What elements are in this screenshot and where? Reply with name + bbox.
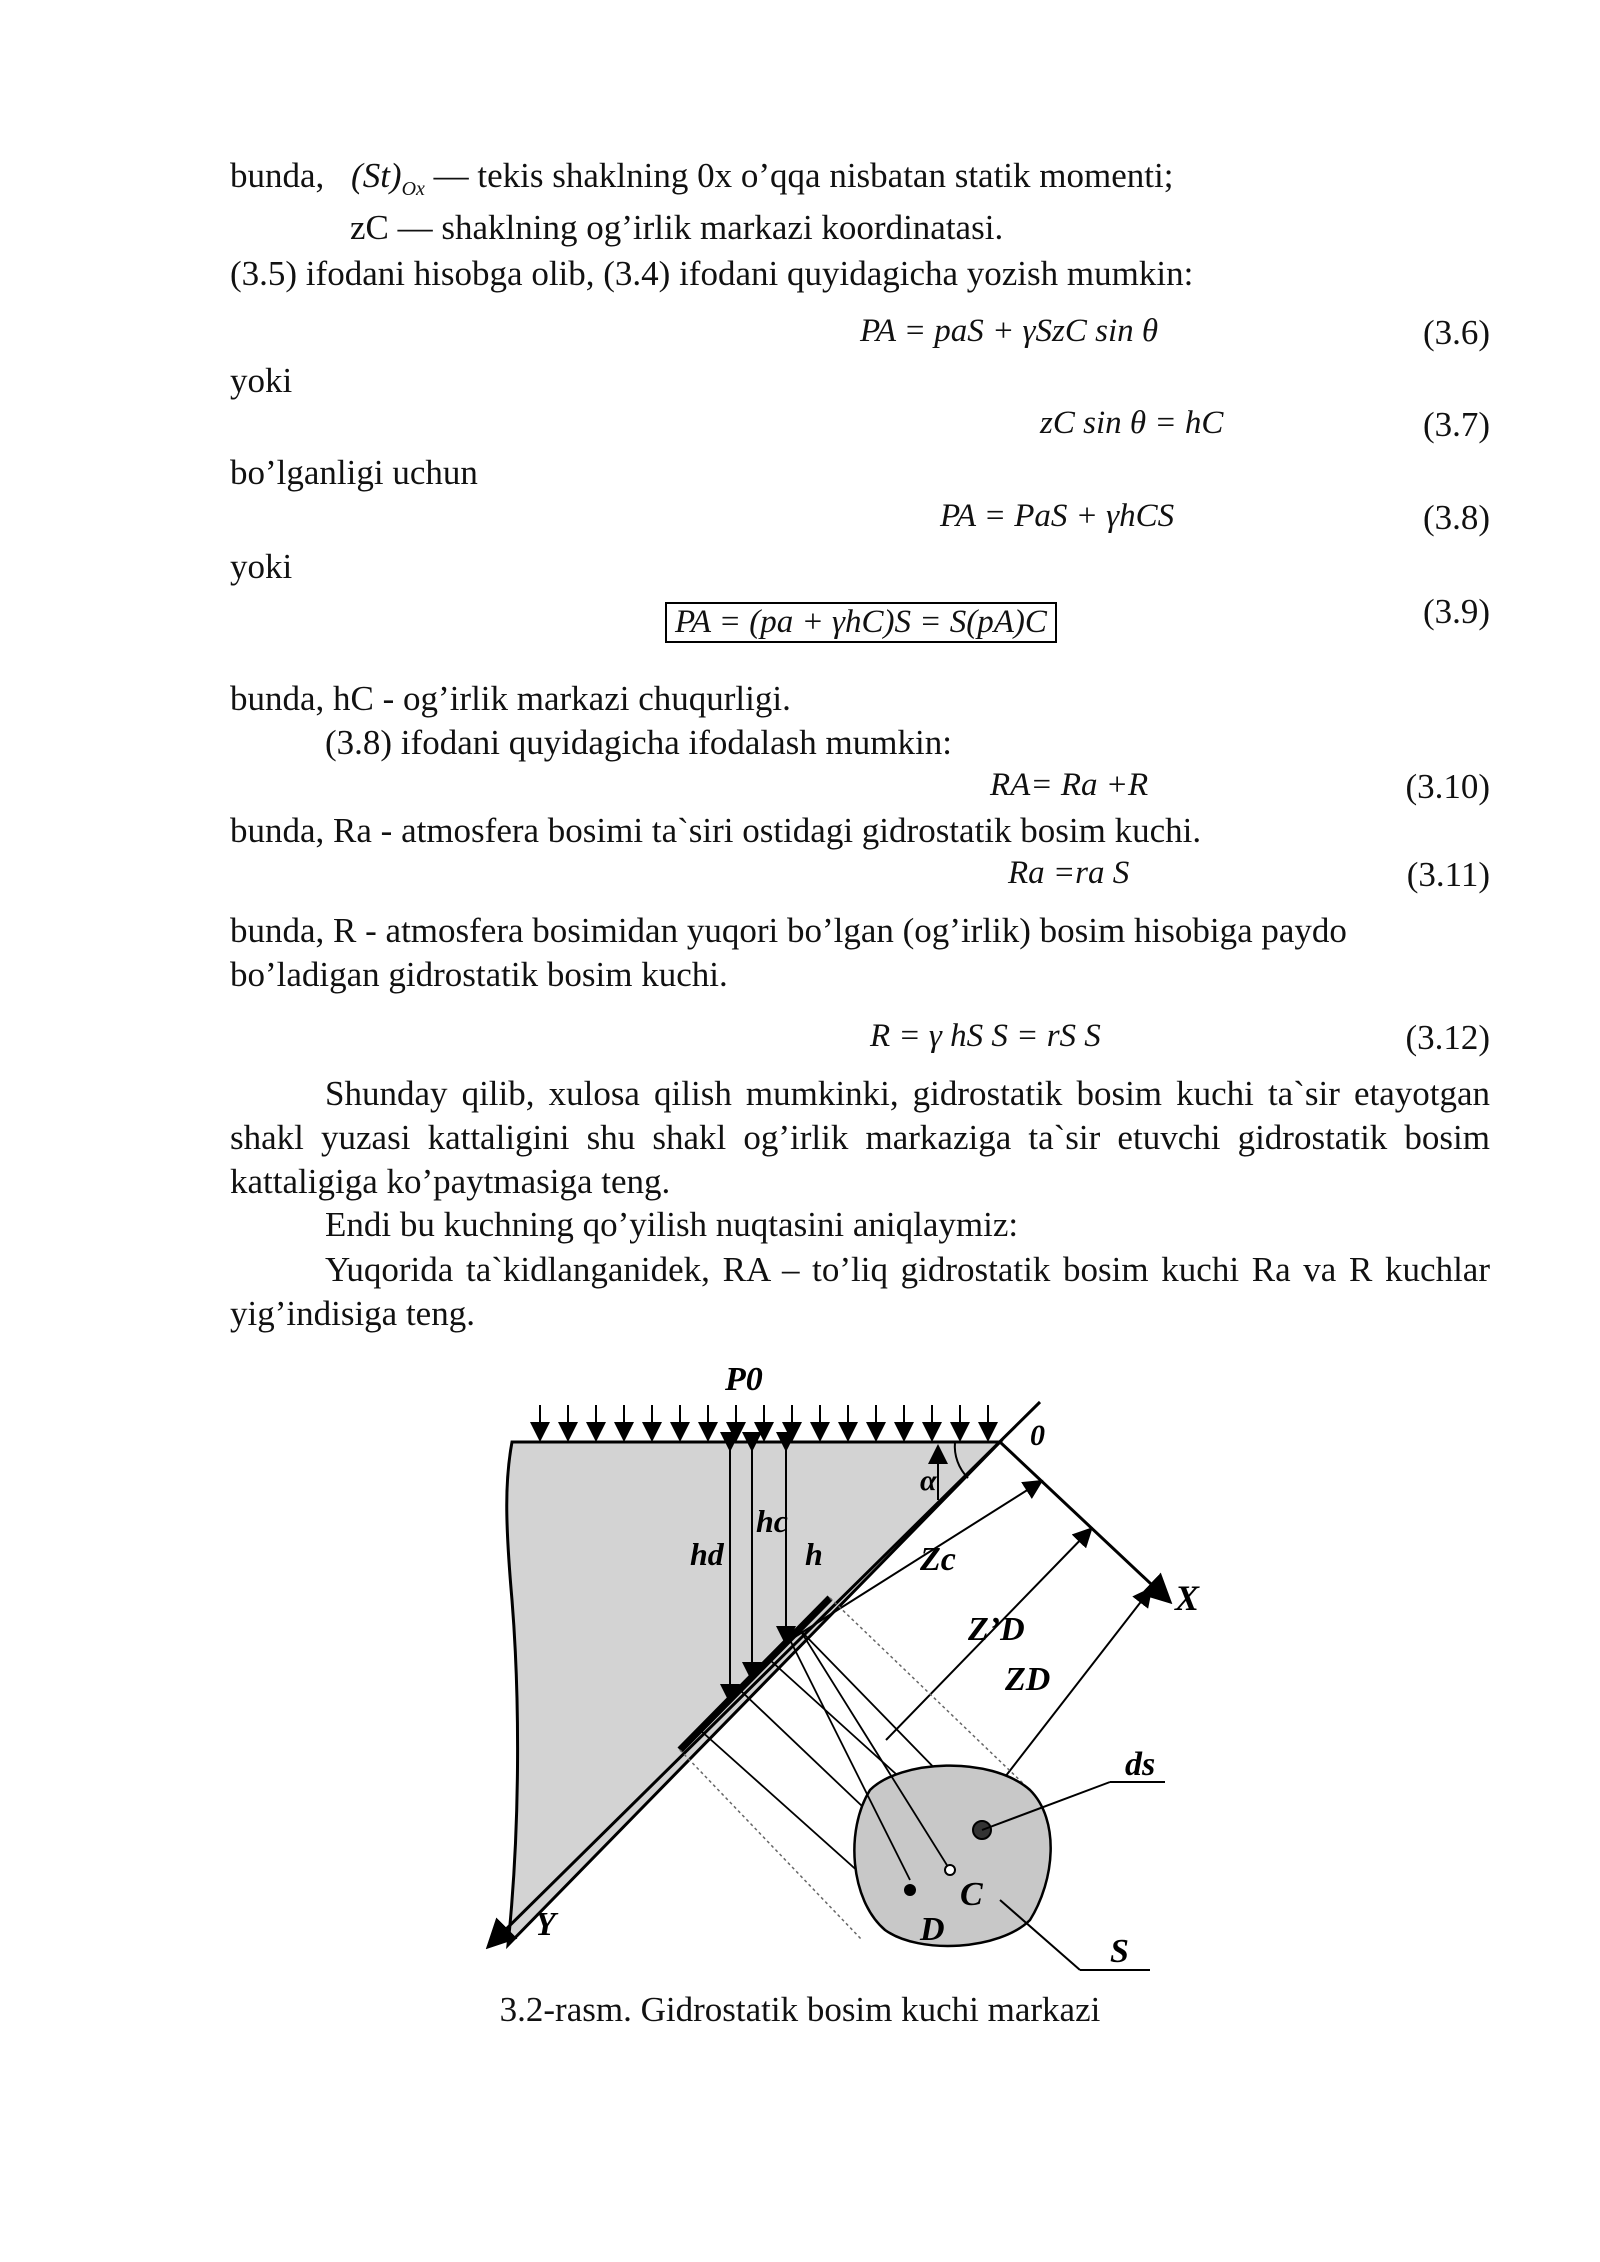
equation-3-7: zC sin θ = hC bbox=[1040, 405, 1224, 441]
equation-3-12: R = γ hS S = rS S bbox=[870, 1018, 1101, 1054]
label-hc: hc bbox=[756, 1503, 788, 1539]
text-bunda: bunda, bbox=[230, 156, 325, 195]
line-statik-moment bbox=[230, 155, 1173, 210]
equation-3-10: RA= Ra +R bbox=[990, 767, 1149, 803]
eq-number-3-6: (3.6) bbox=[1422, 313, 1490, 352]
text-yoki-1: yoki bbox=[230, 361, 293, 400]
pressure-arrows bbox=[540, 1405, 988, 1438]
point-d bbox=[904, 1884, 916, 1896]
label-origin: 0 bbox=[1030, 1419, 1045, 1452]
label-zd: ZD bbox=[1005, 1661, 1051, 1698]
line-r-def-1: bunda, R - atmosfera bosimidan yuqori bo’lgan (og’irlik) bosim hisobiga paydo bbox=[230, 911, 1347, 950]
line-38: (3.8) ifodani quyidagicha ifodalash mumkin: bbox=[325, 723, 952, 762]
line-zc-def: zC — shaklning og’irlik markazi koordinatasi. bbox=[350, 208, 1004, 247]
text-statik-moment: — tekis shaklning 0x o’qqa nisbatan statik momenti; bbox=[433, 156, 1174, 195]
text-bolganligi: bo’lganligi uchun bbox=[230, 453, 478, 492]
x-axis-line bbox=[1000, 1442, 1168, 1600]
figure-caption: 3.2-rasm. Gidrostatik bosim kuchi markazi bbox=[499, 1990, 1101, 2029]
eq-number-3-9: (3.9) bbox=[1422, 592, 1490, 631]
line-35: (3.5) ifodani hisobga olib, (3.4) ifodani quyidagicha yozish mumkin: bbox=[230, 254, 1194, 293]
label-c: C bbox=[960, 1876, 983, 1913]
paragraph-conclusion-text: Shunday qilib, xulosa qilish mumkinki, gidrostatik bosim kuchi ta`sir etayotgan shakl yuzasi kattaligini shu shakl og’irlik markaziga ta`sir etuvchi gidrostatik bosim kattaligiga ko’paytmasiga teng. bbox=[230, 1074, 1490, 1201]
line-hc-def: bunda, hC - og’irlik markazi chuqurligi. bbox=[230, 679, 791, 718]
line-ra-def: bunda, Ra - atmosfera bosimi ta`siri ostidagi gidrostatik bosim kuchi. bbox=[230, 811, 1202, 850]
eq-number-3-11: (3.11) bbox=[1406, 855, 1490, 894]
text-yoki-2: yoki bbox=[230, 547, 293, 586]
equation-3-8: PA = PaS + γhCS bbox=[940, 498, 1175, 534]
label-d: D bbox=[920, 1911, 945, 1948]
label-s: S bbox=[1110, 1933, 1129, 1970]
paragraph-point: Endi bu kuchning qo’yilish nuqtasini aniqlaymiz: bbox=[325, 1205, 1019, 1244]
label-zpd: Z’D bbox=[968, 1611, 1025, 1648]
formula-st-sub: Ox bbox=[401, 178, 425, 200]
equation-3-11: Ra =ra S bbox=[1008, 855, 1130, 891]
eq-number-3-10: (3.10) bbox=[1405, 767, 1490, 806]
paragraph-ra bbox=[230, 1248, 1490, 1336]
eq-number-3-12: (3.12) bbox=[1405, 1018, 1490, 1057]
eq-number-3-7: (3.7) bbox=[1422, 405, 1490, 444]
label-x-axis: X bbox=[1175, 1578, 1200, 1618]
label-ds: ds bbox=[1125, 1746, 1156, 1783]
point-c bbox=[945, 1865, 955, 1875]
label-zc: Zc bbox=[920, 1541, 956, 1578]
label-y-axis: Y bbox=[535, 1906, 556, 1943]
equation-3-6: PA = paS + γSzC sin θ bbox=[860, 313, 1159, 349]
hydrostatic-diagram bbox=[470, 1340, 1230, 1980]
paragraph-conclusion bbox=[230, 1072, 1490, 1204]
label-alpha: α bbox=[920, 1464, 937, 1497]
equation-3-9-boxed: PA = (pa + γhC)S = S(pA)C bbox=[665, 602, 1057, 643]
label-hd: hd bbox=[690, 1536, 724, 1572]
eq-number-3-8: (3.8) bbox=[1422, 498, 1490, 537]
label-p0: P0 bbox=[725, 1361, 763, 1398]
label-h: h bbox=[805, 1536, 823, 1572]
formula-st: (St) bbox=[351, 156, 402, 195]
paragraph-ra-text: Yuqorida ta`kidlanganidek, RA – to’liq gidrostatik bosim kuchi Ra va R kuchlar yig’indisiga teng. bbox=[230, 1250, 1490, 1333]
line-r-def-2: bo’ladigan gidrostatik bosim kuchi. bbox=[230, 955, 728, 994]
